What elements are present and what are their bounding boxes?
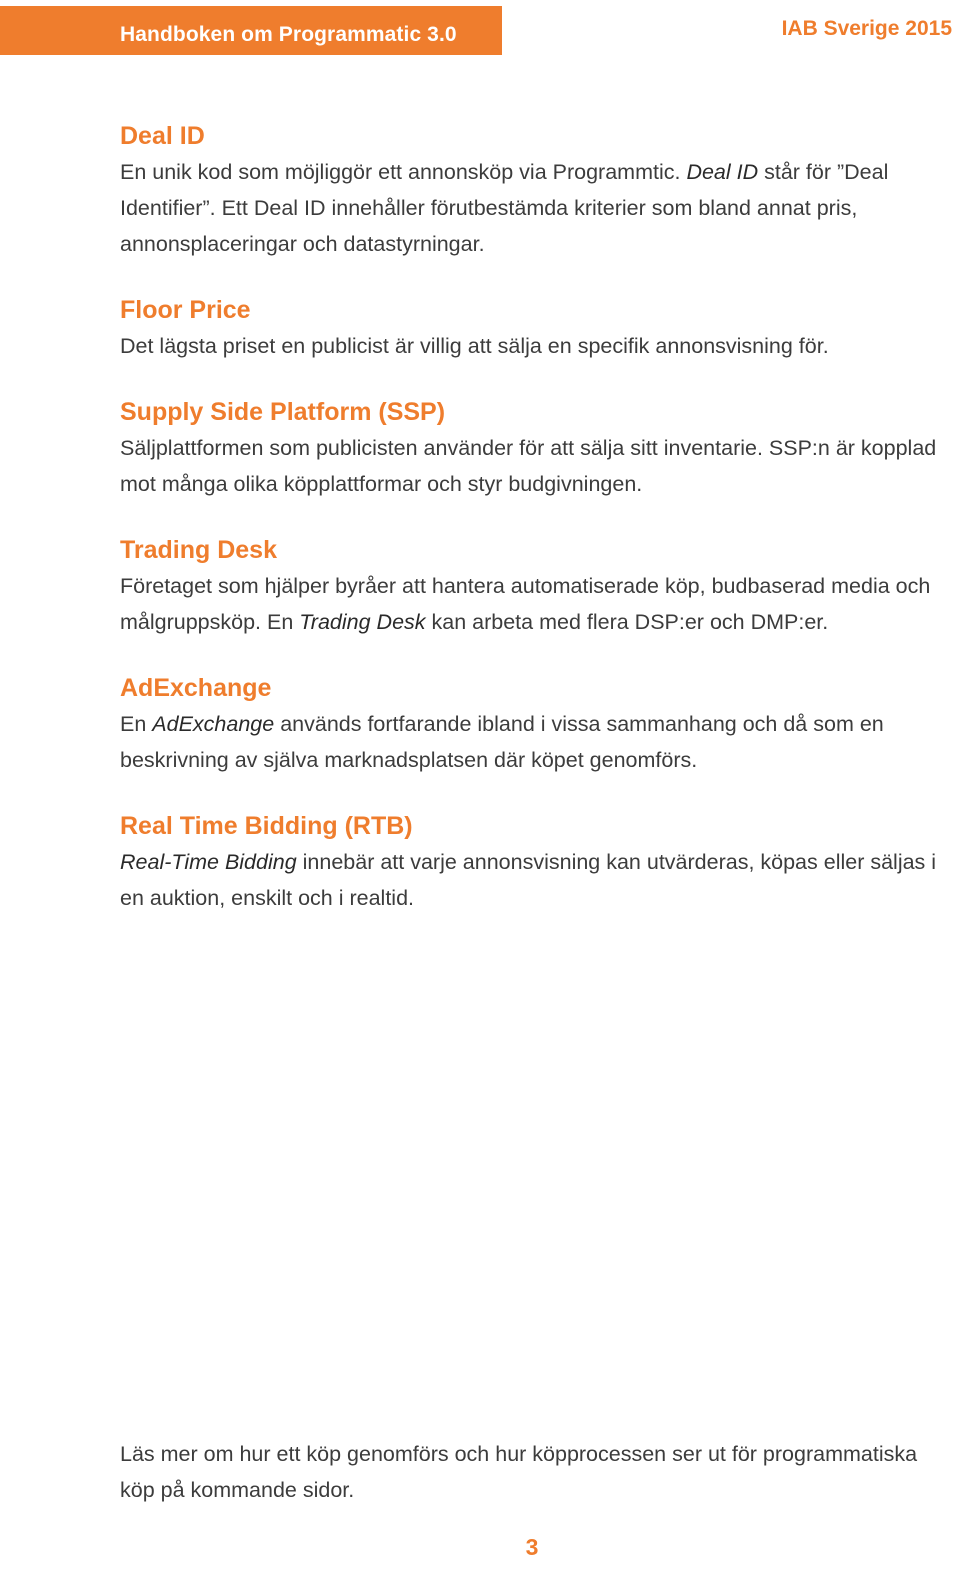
term-title: Trading Desk xyxy=(120,536,277,564)
term-description: En AdExchange används fortfarande ibland i vissa sammanhang och då som en beskrivning av själva marknadsplatsen där köpet genomförs. xyxy=(120,712,884,772)
term-ssp xyxy=(120,394,950,502)
term-floor-price xyxy=(120,292,950,364)
term-description: Företaget som hjälper byråer att hantera automatiserade köp, budbaserad media och målgruppsköp. En Trading Desk kan arbeta med flera DSP:er och DMP:er. xyxy=(120,574,931,634)
header-bar xyxy=(0,6,502,55)
footer-note: Läs mer om hur ett köp genomförs och hur köpprocessen ser ut för programmatiska köp på kommande sidor. xyxy=(120,1441,918,1502)
glossary-content xyxy=(120,118,950,946)
document-title: Handboken om Programmatic 3.0 xyxy=(120,23,457,46)
page-number: 3 xyxy=(525,1534,539,1560)
term-title: Deal ID xyxy=(120,122,205,150)
term-description: En unik kod som möjliggör ett annonsköp via Programmtic. Deal ID står för ”Deal Identifier”. Ett Deal ID innehåller förutbestämda kriterier som bland annat pris, annonsplaceringar och datastyrningar. xyxy=(120,160,889,256)
publisher-label: IAB Sverige 2015 xyxy=(781,17,952,40)
term-description: Säljplattformen som publicisten använder för att sälja sitt inventarie. SSP:n är kopplad mot många olika köpplattformar och styr budgivningen. xyxy=(120,436,937,496)
term-title: Supply Side Platform (SSP) xyxy=(120,398,446,426)
term-title: Real Time Bidding (RTB) xyxy=(120,812,413,840)
term-rtb xyxy=(120,808,950,916)
term-description: Det lägsta priset en publicist är villig att sälja en specifik annonsvisning för. xyxy=(120,334,829,358)
term-title: AdExchange xyxy=(120,674,272,702)
term-deal-id xyxy=(120,118,950,262)
term-trading-desk xyxy=(120,532,950,640)
term-adexchange xyxy=(120,670,950,778)
term-title: Floor Price xyxy=(120,296,251,324)
term-description: Real-Time Bidding innebär att varje annonsvisning kan utvärderas, köpas eller säljas i en auktion, enskilt och i realtid. xyxy=(120,850,937,910)
